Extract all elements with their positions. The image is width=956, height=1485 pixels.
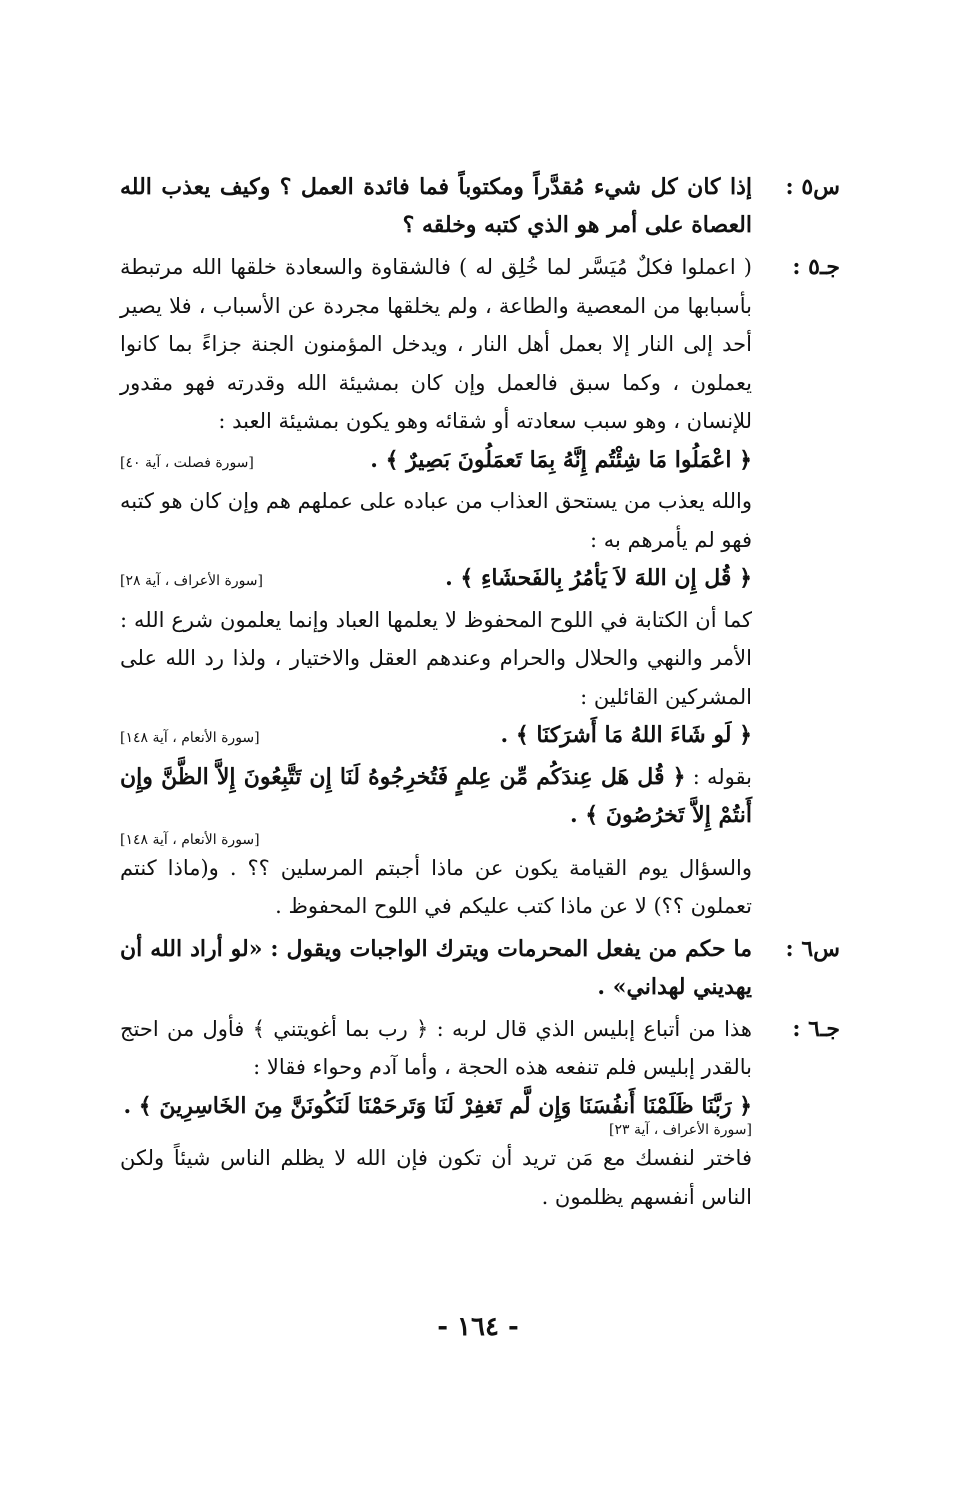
ayah-text: ﴿ قُل هَل عِندَكُم مِّن عِلمٍ فَتُخرِجُوهُ لَنَا إِن تَتَّبِعُونَ إِلاَّ الظَّنَّ وإِن أَنتُمْ إِلاَّ تَخرُصُونَ ﴾ . [120, 763, 752, 828]
ayah-block-3 [120, 716, 752, 758]
ayah-reference: [سورة الأعراف ، آية ٢٨] [120, 573, 264, 589]
ayah-reference: [سورة الأنعام ، آية ١٤٨] [120, 831, 260, 848]
answer-5-paragraph-5: والسؤال يوم القيامة يكون عن ماذا أجبتم المرسلين ؟؟ . و(ماذا كنتم تعملون ؟؟) لا عن ماذا كتب عليكم في اللوح المحفوظ . [120, 855, 752, 918]
answer-6-paragraph-2: فاختر لنفسك مع مَن تريد أن تكون فإن الله لا يظلم الناس شيئاً ولكن الناس أنفسهم يظلمون . [120, 1146, 752, 1209]
answer-5-paragraph-4 [120, 758, 752, 835]
answer-5-paragraph-1: ( اعملوا فكلٌ مُيَسَّر لما خُلِق له ) فالشقاوة والسعادة خلقها الله مرتبطة بأسبابها من المعصية والطاعة ، ولم يخلقها مجردة عن الأسباب ، فلا يصير أحد إلى النار إلا بعمل أهل النار ، ويدخل المؤمنون الجنة جزاءً بما كانوا يعملون ، وكما سبق فالعمل وإن كان بمشيئة الله وقدرته فهو مقدور للإنسان ، وهو سبب سعادته أو شقائه وهو يكون بمشيئة العبد : [120, 255, 752, 433]
paragraph-prefix: بقوله : [692, 764, 752, 789]
ayah-block-2 [120, 559, 752, 601]
answer-6-label: جـ٦ : [792, 1015, 840, 1042]
question-6 [120, 930, 840, 1006]
ayah-reference: [سورة فصلت ، آية ٤٠] [120, 454, 254, 471]
answer-5-body [120, 248, 752, 926]
ayah-text: ﴿ لَو شَاءَ اللهُ مَا أَشرَكنَا ﴾ . [500, 722, 752, 748]
question-6-text: ما حكم من يفعل المحرمات ويترك الواجبات ويقول : «لو أراد الله أن يهديني لهداني» . [120, 935, 752, 1000]
question-6-label: س٦ : [785, 935, 840, 962]
answer-6-paragraph-1: هذا من أتباع إبليس الذي قال لربه : ﴿ رب بما أغويتني ﴾ فأول من احتج بالقدر إبليس فلم تنفعه هذه الحجة ، وأما آدم وحواء فقالا : [120, 1016, 752, 1079]
ayah-reference: [سورة الأنعام ، آية ١٤٨] [120, 730, 260, 746]
ayah-text: ﴿ رَبَّنَا ظَلَمْنَا أَنفُسَنَا وَإِن لَّم تَغفِرْ لَنَا وَتَرحَمْنَا لَنَكُونَنَّ مِنَ الخَاسِرِينَ ﴾ . [123, 1092, 752, 1119]
answer-5 [120, 248, 840, 926]
page-number: - ١٦٤ - [437, 1312, 519, 1342]
answer-6-body [120, 1010, 752, 1217]
question-5-label: س٥ : [785, 174, 840, 200]
question-5 [120, 168, 840, 244]
answer-6 [120, 1010, 840, 1217]
ayah-text: ﴿ قُل إِن اللهَ لاَ يَأمُرُ بِالفَحشَاءِ ﴾ . [445, 565, 752, 591]
page-content [120, 168, 840, 1220]
ayah-text: ﴿ اعْمَلُوا مَا شِئْتُم إِنَّهُ بِمَا تَعمَلُونَ بَصِيرٌ ﴾ . [370, 446, 752, 473]
answer-5-label: جـ٥ : [792, 254, 840, 280]
ayah-block-1 [120, 441, 752, 483]
ayah-reference: [سورة الأعراف ، آية ٢٣] [608, 1122, 752, 1138]
answer-5-paragraph-3: كما أن الكتابة في اللوح المحفوظ لا يعلمها العباد وإنما يعلمون شرع الله : الأمر والنهي والحلال والحرام وعندهم العقل والاختيار ، ولذا رد الله على المشركين القائلين : [120, 607, 752, 709]
question-5-text: إذا كان كل شيء مُقدَّراً ومكتوباً فما فائدة العمل ؟ وكيف يعذب الله العصاة على أمر هو الذي كتبه وخلقه ؟ [120, 174, 752, 238]
answer-5-paragraph-2: والله يعذب من يستحق العذاب من عباده على عملهم هم وإن كان هو كتبه فهو لم يأمرهم به : [120, 489, 752, 552]
